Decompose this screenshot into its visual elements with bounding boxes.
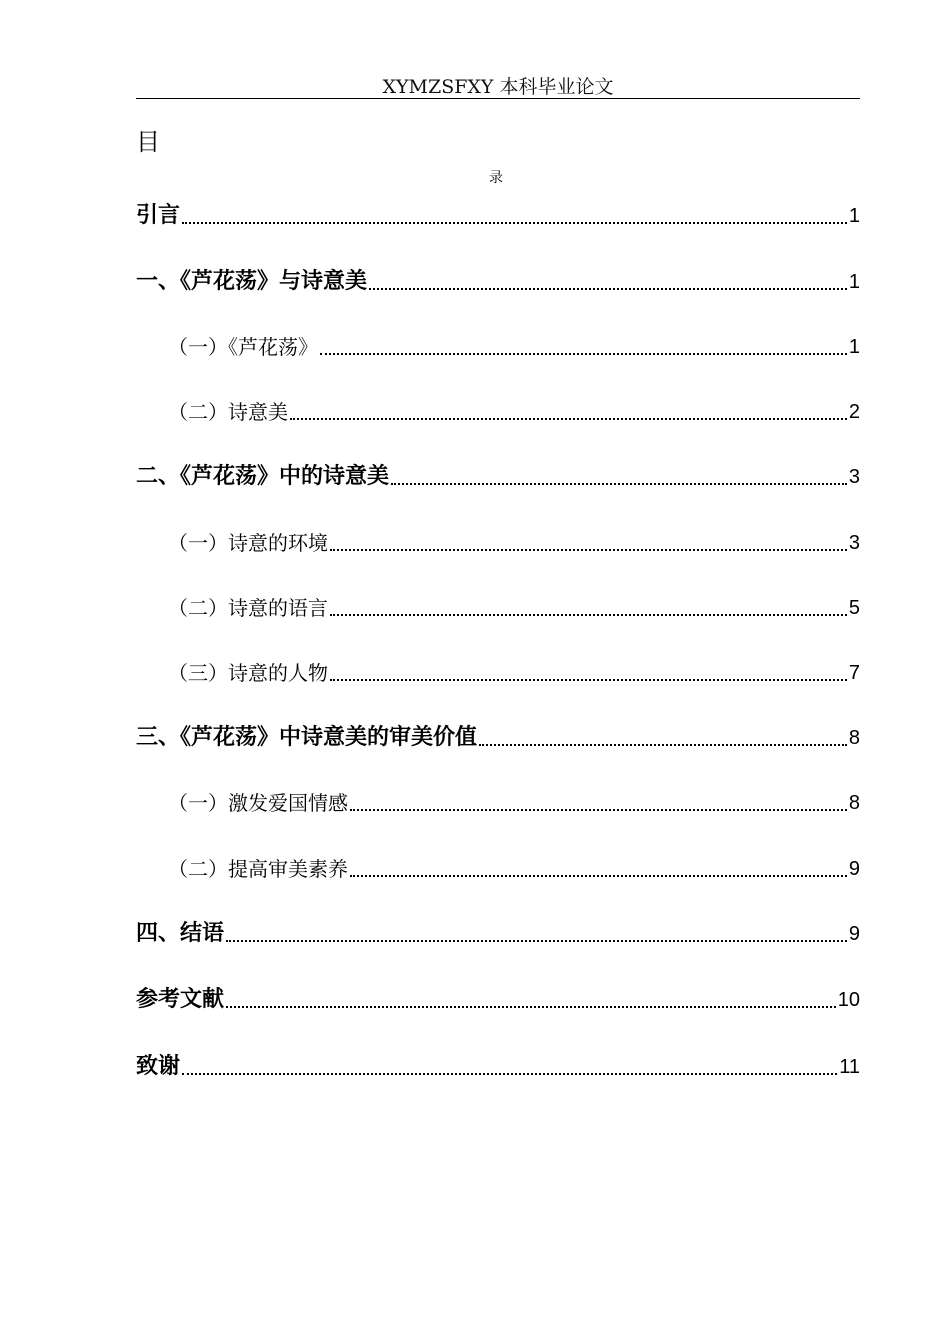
- dot-leader: [226, 1006, 836, 1008]
- toc-entry-label: 一、《芦花荡》与诗意美: [136, 269, 368, 294]
- toc-entry-page: 1: [848, 336, 860, 358]
- toc-title-first-char: 目: [136, 128, 160, 156]
- toc-entry-section-2-1[interactable]: [168, 523, 860, 557]
- toc-entry-label: （二）诗意美: [168, 400, 288, 424]
- toc-entry-label: 二、《芦花荡》中的诗意美: [136, 464, 390, 489]
- toc-entry-section-4[interactable]: [136, 914, 860, 948]
- toc-entry-label: 引言: [136, 203, 181, 228]
- toc-title-second-char: 录: [489, 170, 503, 186]
- dot-leader: [369, 288, 847, 290]
- toc-entry-label: （一）激发爱国情感: [168, 791, 348, 815]
- toc-entry-page: 8: [848, 727, 860, 749]
- toc-entry-section-1-1[interactable]: [168, 327, 860, 361]
- toc-entry-label: （一）诗意的环境: [168, 531, 328, 555]
- toc-entry-label: 参考文献: [136, 987, 225, 1012]
- toc-entry-acknowledgements[interactable]: [136, 1047, 860, 1081]
- toc-entry-section-3-2[interactable]: [168, 849, 860, 883]
- dot-leader: [479, 744, 847, 746]
- toc-entry-page: 10: [837, 989, 860, 1011]
- toc-entry-section-3[interactable]: [136, 718, 860, 752]
- toc-entry-page: 2: [848, 401, 860, 423]
- dot-leader: [290, 418, 847, 420]
- toc-entry-intro[interactable]: [136, 196, 860, 230]
- toc-entry-section-2[interactable]: [136, 457, 860, 491]
- toc-entry-label: 三、《芦花荡》中诗意美的审美价值: [136, 725, 478, 750]
- dot-leader: [330, 614, 847, 616]
- toc-entry-section-1[interactable]: [136, 262, 860, 296]
- dot-leader: [330, 679, 847, 681]
- dot-leader: [330, 549, 847, 551]
- toc-entry-label: 致谢: [136, 1054, 181, 1079]
- dot-leader: [350, 875, 847, 877]
- toc-entry-page: 3: [848, 532, 860, 554]
- toc-entry-page: 1: [848, 205, 860, 227]
- toc-entry-section-1-2[interactable]: [168, 392, 860, 426]
- dot-leader: [226, 940, 847, 942]
- toc-entry-label: （三）诗意的人物: [168, 661, 328, 685]
- toc-entry-label: 四、结语: [136, 921, 225, 946]
- toc-entry-page: 7: [848, 662, 860, 684]
- toc-entry-page: 5: [848, 597, 860, 619]
- toc-entry-label: （二）提高审美素养: [168, 857, 348, 881]
- dot-leader: [182, 1073, 837, 1075]
- toc-entry-page: 3: [848, 466, 860, 488]
- toc-entry-page: 8: [848, 792, 860, 814]
- toc-entry-label: （一）《芦花荡》: [168, 335, 318, 359]
- toc-entry-references[interactable]: [136, 980, 860, 1014]
- toc-entry-section-2-3[interactable]: [168, 653, 860, 687]
- toc-entry-section-3-1[interactable]: [168, 783, 860, 817]
- toc-entry-page: 1: [848, 271, 860, 293]
- toc-entry-section-2-2[interactable]: [168, 588, 860, 622]
- page-header: XYMZSFXY 本科毕业论文: [382, 76, 614, 98]
- dot-leader: [391, 483, 847, 485]
- toc-entry-page: 11: [839, 1056, 860, 1078]
- toc-entry-page: 9: [848, 858, 860, 880]
- dot-leader: [320, 353, 847, 355]
- dot-leader: [182, 222, 847, 224]
- dot-leader: [350, 809, 847, 811]
- toc-entry-label: （二）诗意的语言: [168, 596, 328, 620]
- table-of-contents: [136, 0, 860, 1344]
- toc-entry-page: 9: [848, 923, 860, 945]
